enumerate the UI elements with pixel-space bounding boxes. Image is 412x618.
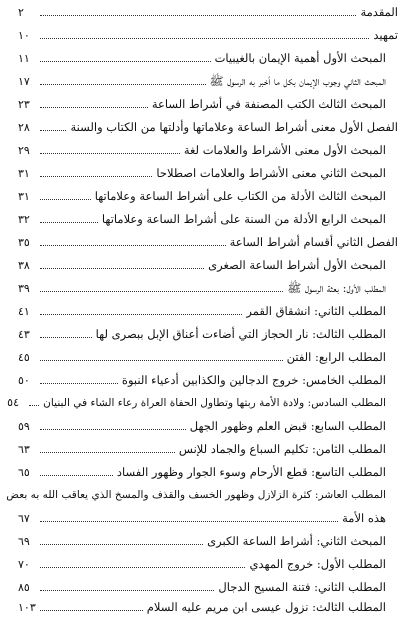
toc-leader-dots <box>40 244 226 246</box>
toc-entry-page: ٢٣ <box>18 98 30 111</box>
toc-entry[interactable] <box>18 163 386 183</box>
toc-entry[interactable] <box>18 416 386 436</box>
toc-entry-title: المطلب السادس: ولادة الأمة ربتها وتطاول الحفاة العراة رعاء الشاء في البنيان <box>43 397 386 409</box>
toc-entry-page: ٦٥ <box>18 466 30 479</box>
toc-entry-title[interactable]: المطلب العاشر: كثرة الزلازل وظهور الخسف والقذف والمسخ الذي يعاقب الله به بعض <box>6 489 386 501</box>
toc-entry-title: المبحث الأول أهمية الإيمان بالغيبيات <box>214 51 386 65</box>
toc-entry[interactable] <box>18 232 398 252</box>
toc-entry-page: ٣١ <box>18 190 30 203</box>
toc-leader-dots <box>40 359 283 361</box>
toc-entry[interactable] <box>18 71 386 91</box>
toc-entry[interactable] <box>18 25 398 45</box>
toc-leader-dots <box>40 313 242 315</box>
toc-entry-page: ٣٢ <box>18 213 30 226</box>
toc-entry-page: ٤٥ <box>18 351 30 364</box>
toc-entry-title: المطلب الثالث: نار الحجاز التي أضاءت أعناق الإبل ببصرى لها <box>95 327 386 341</box>
toc-entry[interactable] <box>18 48 386 68</box>
toc-leader-dots <box>40 221 98 223</box>
toc-leader-dots <box>40 609 143 611</box>
toc-entry-page: ٢٩ <box>18 144 30 157</box>
toc-entry-page: ٧٠ <box>18 558 30 571</box>
toc-entry-page: ٥٩ <box>18 420 30 433</box>
toc-entry-page: ١٠٣ <box>18 601 36 614</box>
toc-entry-title: المطلب الخامس: خروج الدجالين والكذابين أدعياء النبوة <box>121 373 386 387</box>
toc-entry[interactable] <box>18 370 386 390</box>
toc-entry-page: ٦٩ <box>18 535 30 548</box>
toc-entry-title: المبحث الأول أشراط الساعة الصغرى <box>208 258 386 272</box>
toc-entry-page: ٤٣ <box>18 328 30 341</box>
toc-entry-page: ١٠ <box>18 29 30 42</box>
toc-leader-dots <box>40 428 186 430</box>
toc-entry-title: تمهيد <box>373 28 398 42</box>
toc-entry-page: ٣٨ <box>18 259 30 272</box>
toc-leader-dots <box>40 382 118 384</box>
toc-entry-page: ٢٨ <box>18 121 30 134</box>
toc-entry-page: ٦٣ <box>18 443 30 456</box>
toc-leader-dots <box>40 106 148 108</box>
toc-leader-dots <box>40 14 356 16</box>
toc-entry-title: المبحث الثالث الأدلة من الكتاب على أشراط الساعة وعلاماتها <box>94 189 386 203</box>
toc-entry-title: المبحث الثاني وجوب الإيمان بكل ما أخبر به الرسول ﷺ <box>209 74 386 88</box>
toc-entry-page: ٥٤ <box>7 396 19 409</box>
toc-entry-title: المطلب الثامن: تكليم السباع والجماد للإنس <box>178 442 386 456</box>
toc-leader-dots <box>40 543 203 545</box>
toc-leader-dots <box>40 83 206 85</box>
toc-entry-page: ١٧ <box>18 75 30 88</box>
toc-entry[interactable] <box>18 301 386 321</box>
toc-entry[interactable] <box>18 278 386 298</box>
toc-leader-dots <box>40 267 204 269</box>
toc-entry[interactable] <box>7 393 386 413</box>
toc-entry-title: المبحث الثاني معنى الأشراط والعلامات اصطلاحا <box>156 166 386 180</box>
toc-entry-title: المبحث الرابع الأدلة من السنة على أشراط الساعة وعلاماتها <box>101 212 386 226</box>
toc-entry[interactable] <box>18 2 398 22</box>
toc-entry-title: المطلب الثالث: نزول عيسى ابن مريم عليه السلام <box>146 600 386 614</box>
toc-entry-page: ٦٧ <box>18 512 30 525</box>
toc-entry-title: المبحث الثالث الكتب المصنفة في أشراط الساعة <box>151 97 386 111</box>
toc-entry[interactable] <box>18 439 386 459</box>
toc-entry-title: المطلب الأول: خروج المهدي <box>249 557 386 571</box>
toc-entry[interactable] <box>18 255 386 275</box>
toc-leader-dots <box>40 175 152 177</box>
toc-entry-title: الفصل الثاني أقسام أشراط الساعة <box>229 235 398 249</box>
toc-leader-dots <box>40 520 338 522</box>
toc-entry-title: المطلب الثاني: انشقاق القمر <box>246 304 386 318</box>
toc-entry-title: المطلب الرابع: الفتن <box>286 350 386 364</box>
toc-leader-dots <box>40 60 211 62</box>
toc-entry[interactable] <box>18 554 386 574</box>
toc-entry[interactable] <box>18 324 386 344</box>
toc-entry[interactable] <box>18 577 386 597</box>
toc-entry[interactable] <box>18 140 386 160</box>
toc-entry-title: المطلب التاسع: قطع الأرحام وسوء الجوار وظهور الفساد <box>116 465 386 479</box>
toc-entry[interactable] <box>18 117 398 137</box>
toc-entry[interactable] <box>18 209 386 229</box>
toc-entry-title: الفصل الأول معنى أشراط الساعة وعلاماتها وأدلتها من الكتاب والسنة <box>70 120 398 134</box>
toc-leader-dots <box>40 198 91 200</box>
toc-entry[interactable] <box>18 508 386 528</box>
toc-entry-page: ٢ <box>18 6 24 19</box>
toc-leader-dots <box>40 589 214 591</box>
toc-entry[interactable] <box>18 462 386 482</box>
toc-leader-dots <box>40 290 283 292</box>
toc-entry-title: المقدمة <box>360 5 398 19</box>
toc-entry-title: المطلب الثاني: فتنة المسيح الدجال <box>218 580 386 594</box>
toc-entry-page: ٣١ <box>18 167 30 180</box>
toc-entry[interactable] <box>18 186 386 206</box>
toc-entry-page: ٤١ <box>18 305 30 318</box>
toc-entry-page: ٣٩ <box>18 282 30 295</box>
toc-leader-dots <box>40 474 113 476</box>
toc-entry[interactable] <box>18 94 386 114</box>
toc-leader-dots <box>40 152 180 154</box>
toc-entry-page: ٣٥ <box>18 236 30 249</box>
toc-entry[interactable] <box>18 531 386 551</box>
toc-entry-page: ٨٥ <box>18 581 30 594</box>
toc-entry[interactable] <box>18 597 386 617</box>
toc-entry-title-continuation: هذه الأمة <box>342 511 386 525</box>
toc-entry-title: المطلب الأول: بعثة الرسول ﷺ <box>287 281 386 295</box>
toc-leader-dots <box>40 336 92 338</box>
toc-leader-dots <box>40 129 66 131</box>
toc-entry-title: المطلب السابع: قبض العلم وظهور الجهل <box>189 419 386 433</box>
toc-leader-dots <box>40 37 369 39</box>
toc-entry-title: المبحث الأول معنى الأشراط والعلامات لغة <box>183 143 386 157</box>
toc-entry[interactable] <box>18 347 386 367</box>
toc-leader-dots <box>40 451 175 453</box>
toc-entry-page: ٥٠ <box>18 374 30 387</box>
toc-entry-title: المبحث الثاني: أشراط الساعة الكبرى <box>207 534 386 548</box>
toc-leader-dots <box>40 566 245 568</box>
toc-leader-dots <box>29 404 39 406</box>
toc-entry-page: ١١ <box>18 52 30 65</box>
